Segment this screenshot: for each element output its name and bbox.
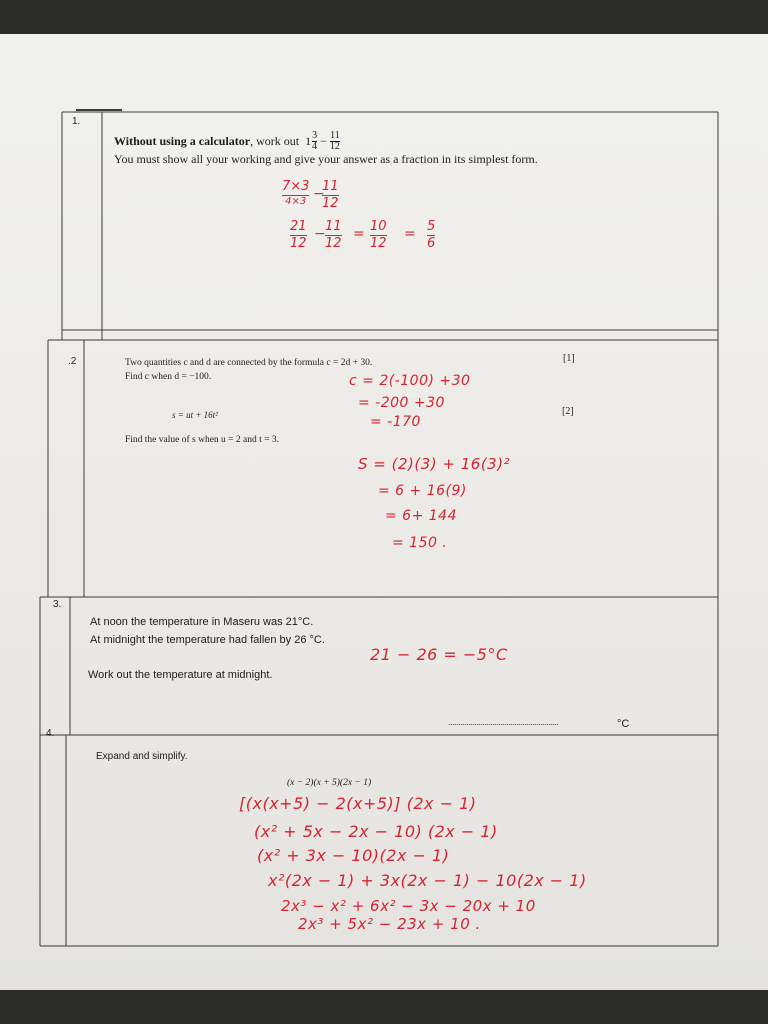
q1-prompt: [114, 131, 341, 152]
q1-work-frac-5: [370, 220, 387, 250]
q1-work-minus-2: −: [314, 226, 326, 242]
q1-minus: −: [320, 134, 327, 148]
q1-instruction: You must show all your working and give your answer as a fraction in its simplest form.: [114, 152, 538, 166]
q3-answer-line: .......................................................: [448, 717, 559, 727]
q1-sub-den: 12: [329, 141, 340, 152]
q2-marks-1: [1]: [563, 353, 575, 364]
q1-work-frac-3: [290, 220, 307, 250]
q1-work-frac-6-num: 5: [427, 219, 436, 234]
q2-work-b-line-3: = 6+ 144: [385, 508, 457, 524]
q2-formula: s = ut + 16t²: [172, 410, 218, 420]
q4-work-line-5: 2x³ − x² + 6x² − 3x − 20x + 10: [281, 897, 536, 915]
q2-number: .2: [68, 356, 77, 367]
q3-text-1: At noon the temperature in Maseru was 21°C.: [90, 616, 314, 628]
q2-work-a-line-2: = -200 +30: [358, 395, 445, 411]
q3-text-3: Work out the temperature at midnight.: [88, 669, 273, 681]
q1-work-frac-4-den: 12: [325, 235, 342, 251]
q4-number: 4.: [46, 728, 55, 739]
q2-text-1: Two quantities c and d are connected by the formula c = 2d + 30.: [125, 358, 373, 368]
q1-work-frac-4: [325, 220, 342, 250]
q4-work-line-4: x²(2x − 1) + 3x(2x − 1) − 10(2x − 1): [268, 871, 587, 890]
q4-work-line-3: (x² + 3x − 10)(2x − 1): [257, 846, 450, 865]
q1-work-frac-1: [282, 180, 309, 207]
q1-work-frac-2-num: 11: [322, 179, 339, 194]
q4-work-line-6: 2x³ + 5x² − 23x + 10 .: [298, 915, 481, 933]
q2-work-a-line-3: = -170: [370, 414, 421, 430]
q1-sub-num: 11: [330, 130, 340, 141]
q1-work-frac-4-num: 11: [325, 219, 342, 234]
q1-mixed-whole: 1: [305, 134, 312, 148]
q2-work-b-line-4: = 150 .: [392, 535, 448, 551]
q4-expression: (x − 2)(x + 5)(2x − 1): [287, 778, 372, 788]
q1-work-frac-2: [322, 180, 339, 210]
q1-work-frac-3-den: 12: [290, 235, 307, 251]
q1-work-frac-1-num: 7×3: [282, 179, 310, 194]
q1-work-frac-3-num: 21: [290, 219, 307, 234]
q1-mixed-num: 3: [312, 130, 318, 141]
q1-sub-fraction: [330, 131, 340, 152]
q1-mixed-den: 4: [312, 141, 318, 152]
q3-work: 21 − 26 = −5°C: [370, 645, 508, 664]
q4-work-line-2: (x² + 5x − 2x − 10) (2x − 1): [254, 822, 498, 841]
q1-mixed-fraction: [312, 131, 317, 152]
q1-work-frac-6-den: 6: [427, 235, 436, 251]
q1-work-frac-1-den: 4×3: [285, 195, 307, 207]
q2-text-2: Find c when d = −100.: [125, 372, 212, 382]
q3-number: 3.: [53, 599, 62, 610]
q1-bold-lead: Without using a calculator: [114, 134, 251, 148]
q2-marks-2: [2]: [562, 406, 574, 417]
q2-work-b-line-2: = 6 + 16(9): [378, 483, 467, 499]
q1-number: 1.: [72, 116, 81, 127]
q2-text-3: Find the value of s when u = 2 and t = 3.: [125, 435, 279, 445]
q4-text-1: Expand and simplify.: [96, 751, 188, 762]
q1-work-eq-1: =: [353, 226, 365, 242]
q1-prompt-rest: , work out: [250, 134, 300, 148]
q1-work-frac-2-den: 12: [322, 195, 339, 211]
q2-work-a-line-1: c = 2(-100) +30: [349, 373, 471, 389]
q1-work-eq-2: =: [404, 226, 416, 242]
q2-work-b-line-1: S = (2)(3) + 16(3)²: [358, 455, 511, 473]
q3-text-2: At midnight the temperature had fallen by 26 °C.: [90, 634, 325, 646]
q1-work-minus-1: −: [313, 186, 325, 202]
q1-work-frac-5-num: 10: [370, 219, 387, 234]
q1-work-frac-5-den: 12: [370, 235, 387, 251]
q4-work-line-1: [(x(x+5) − 2(x+5)] (2x − 1): [239, 794, 477, 813]
q1-work-frac-6: [427, 220, 435, 250]
q3-answer-unit: °C: [617, 718, 630, 730]
